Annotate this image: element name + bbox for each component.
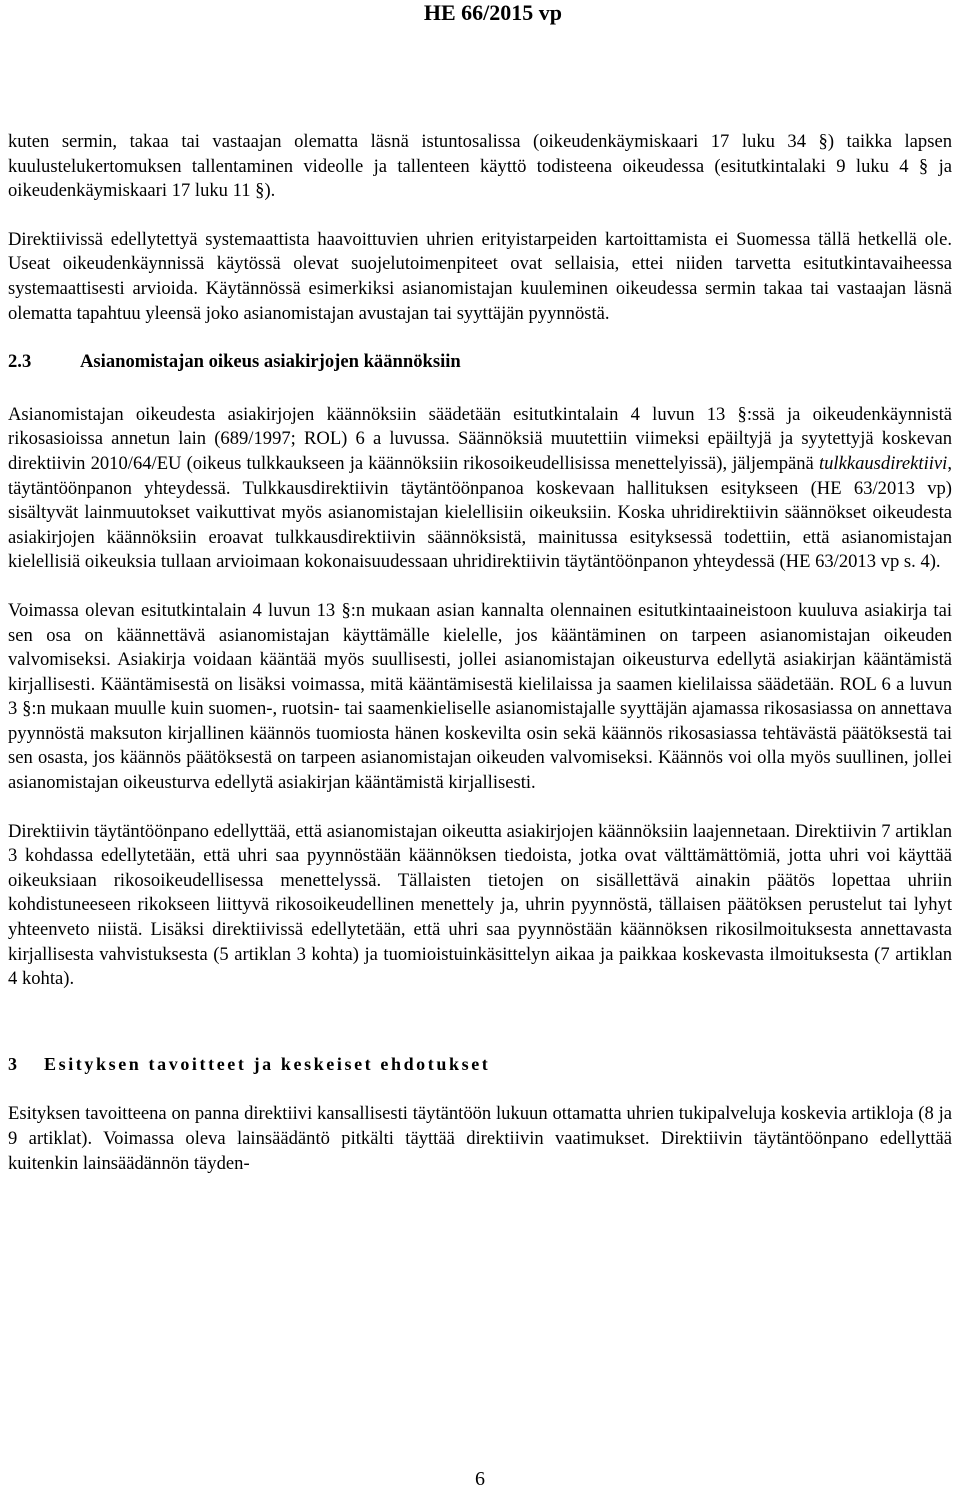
chapter-number: 3 bbox=[8, 1053, 17, 1074]
paragraph-text-part: , täytäntöönpanon yhteydessä. Tulkkausdirektiivin täytäntöönpanoa koskevaan hallituksen esitykseen (HE 63/2013 vp) sisältyvät lainmuutokset vaikuttivat myös asianomistajan kielellisiin oikeuksiin. Koska uhridirektiivin säännökset oikeudesta asiakirjojen käännöksiin eroavat tulkkausdirektiivin säännöksistä, mainitussa esityksessä todettiin, että asianomistajan kielellisiä oikeuksia tullaan arvioimaan kokonaisuudessaan uhridirektiivin täytäntöönpanon yhteydessä (HE 63/2013 vp s. 4). bbox=[8, 452, 952, 573]
paragraph-text-part: Asianomistajan oikeudesta asiakirjojen käännöksiin säädetään esitutkintalain 4 luvun 13 §:ssä ja oikeudenkäynnistä rikosasioissa annetun lain (689/1997; ROL) 6 a luvussa. Säännöksiä muutettiin viimeksi epäiltyjä ja syytettyjä koskevan direktiivin 2010/64/EU (oikeus tulkkaukseen ja käännöksiin rikosoikeudellisissa menettelyissä), jäljempänä bbox=[8, 403, 952, 474]
paragraph-translation-rights bbox=[8, 403, 952, 575]
paragraph-objectives: Esityksen tavoitteena on panna direktiivi kansallisesti täytäntöön lukuun ottamatta uhrien tukipalveluja koskevia artikloja (8 ja 9 artiklat). Voimassa oleva lainsäädäntö pitkälti täyttää direktiivin vaatimukset. Direktiivin täytäntöönpano edellyttää kuitenkin lainsäädännön täyden- bbox=[8, 1103, 952, 1174]
chapter-heading bbox=[8, 1052, 952, 1077]
paragraph-directive-implementation: Direktiivin täytäntöönpano edellyttää, että asianomistajan oikeutta asiakirjojen käännöksiin laajennetaan. Direktiivin 7 artiklan 3 kohdassa edellytetään, että uhri saa pyynnöstään käännöksen tiedoista, jotka ovat välttämättömiä, jotta uhri voi käyttää oikeuksiaan rikosoikeudellisessa menettelyssä. Tällaisten tietojen on sisällettävä ainakin päätös lopettaa uhriin kohdistuneeseen rikokseen liittyvä rikosoikeudellinen menettely ja, uhrin pyynnöstä, tällaisen päätöksen perustelut tai lyhyt yhteenveto niistä. Lisäksi direktiivissä edellytetään, että uhri saa pyynnöstään käännöksen rikosilmoituksesta annettavasta kirjallisesta vahvistuksesta (5 artiklan 3 kohta) ja tuomioistuinkäsittelyn aikaa ja paikkaa koskevasta ilmoituksesta (7 artiklan 4 kohta). bbox=[8, 820, 952, 990]
italic-term: tulkkausdirektiivi bbox=[818, 452, 948, 474]
paragraph-continuation: kuten sermin, takaa tai vastaajan olematta läsnä istuntosalissa (oikeudenkäymiskaari 17 luku 34 §) taikka lapsen kuulustelukertomuksen tallentaminen videolle ja tallenteen käyttö todisteena oikeudessa (esitutkintalaki 9 luku 4 § ja oikeudenkäymiskaari 17 luku 11 §). bbox=[8, 131, 952, 202]
section-title: Asianomistajan oikeus asiakirjojen käännöksiin bbox=[80, 351, 461, 373]
section-heading bbox=[8, 350, 952, 375]
paragraph-needs-assessment: Direktiivissä edellytettyä systemaattista haavoittuvien uhrien erityistarpeiden kartoittamista ei Suomessa tällä hetkellä ole. Useat oikeudenkäynnissä käytössä olevat suojelutoimenpiteet ovat sellaisia, ettei niiden tarvetta esitutkintavaiheessa systemaattisesti arvioida. Käytännössä esimerkiksi asianomistajan kuuleminen oikeudessa sermin takaa tai vastaajan läsnä olematta tapahtuu yleensä joko asianomistajan avustajan tai syyttäjän pyynnöstä. bbox=[8, 228, 952, 324]
paragraph-current-law: Voimassa olevan esitutkintalain 4 luvun 13 §:n mukaan asian kannalta olennainen esitutkintaaineistoon kuuluva asiakirja tai sen osa on käännettävä asianomistajan käyttämälle kielelle, jos kääntäminen on tarpeen asianomistajan oikeuden valvomiseksi. Asiakirja voidaan kääntää myös suullisesti, jollei asianomistajan oikeusturva edellytä asiakirjan kääntämistä kirjallisesti. Kääntämisestä on lisäksi voimassa, mitä kääntämisestä kielilaissa ja saamen kielilaissa säädetään. ROL 6 a luvun 3 §:n mukaan muulle kuin suomen-, ruotsin- tai saamenkieliselle asianomistajalle syyttäjän ajamassa rikosasiassa on annettava pyynnöstä maksuton kirjallinen käännös tuomiosta hänen koskevilta osin sekä käännös rikosasiassa tehtävästä päätöksestä tai sen osasta, jos käännös päätöksestä on tarpeen asianomistajan oikeuden valvomiseksi. Käännös voi olla myös suullinen, jollei asianomistajan oikeusturva edellytä asiakirjan kääntämistä kirjallisesti. bbox=[8, 599, 952, 794]
page-number: 6 bbox=[475, 1468, 485, 1490]
section-number: 2.3 bbox=[8, 351, 32, 373]
document-header: HE 66/2015 vp bbox=[423, 0, 562, 25]
document-body bbox=[8, 130, 952, 1200]
chapter-title: Esityksen tavoitteet ja keskeiset ehdotukset bbox=[44, 1053, 491, 1074]
